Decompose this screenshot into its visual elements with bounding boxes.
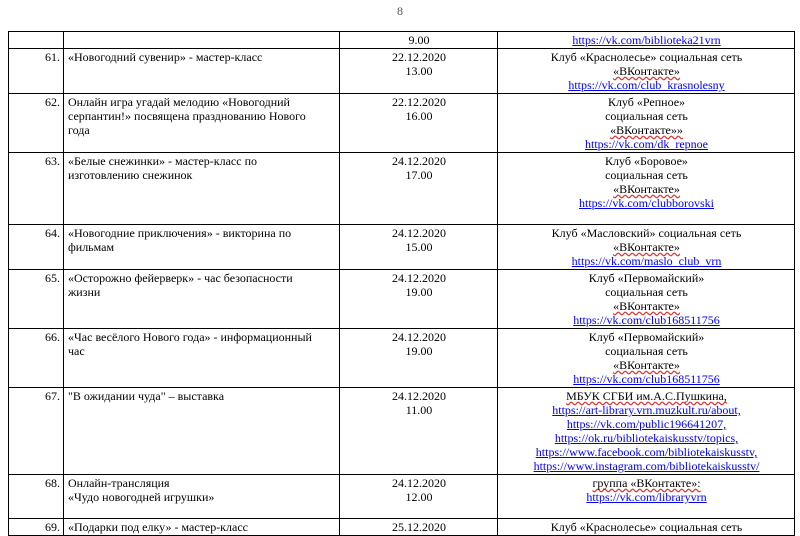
row-number: 68. (9, 475, 64, 519)
venue-link[interactable]: https://vk.com/maslo_club_vrn (571, 254, 722, 268)
event-datetime (340, 329, 498, 388)
event-title-line: жизни (68, 285, 101, 299)
event-datetime (340, 475, 498, 519)
event-title-line: изготовлению снежинок (68, 168, 193, 182)
event-time: 12.00 (405, 490, 433, 504)
event-title (64, 49, 340, 94)
event-time: 19.00 (405, 285, 433, 299)
venue-text: «ВКонтакте» (613, 64, 680, 78)
event-datetime (340, 153, 498, 225)
event-date: 25.12.2020 (392, 520, 446, 534)
row-number: 69. (9, 519, 64, 536)
venue-link[interactable]: https://vk.com/club168511756 (573, 372, 720, 386)
table-row (9, 225, 795, 270)
event-datetime (340, 270, 498, 329)
event-title (64, 153, 340, 225)
venue-text: «ВКонтакте» (613, 358, 680, 372)
venue-text: «ВКонтакте»» (610, 123, 683, 137)
event-title-line: «Новогодние приключения» - викторина по (68, 226, 292, 240)
event-venue (498, 270, 795, 329)
venue-text: Клуб «Первомайский» (588, 271, 705, 285)
venue-text: «ВКонтакте» (613, 299, 680, 313)
venue-text: Клуб «Первомайский» (588, 330, 705, 344)
table-row (9, 519, 795, 536)
row-number: 65. (9, 270, 64, 329)
event-time: 16.00 (405, 109, 433, 123)
row-number: 61. (9, 49, 64, 94)
event-venue (498, 32, 795, 49)
venue-text: социальная сеть (605, 344, 688, 358)
event-venue (498, 225, 795, 270)
venue-text: группа «ВКонтакте»: (592, 476, 701, 490)
event-datetime (340, 49, 498, 94)
event-title (64, 94, 340, 153)
venue-text: Клуб «Краснолесье» социальная сеть (550, 50, 743, 64)
venue-link[interactable]: https://vk.com/libraryvrn (586, 490, 707, 504)
table-row (9, 388, 795, 475)
event-date: 24.12.2020 (392, 154, 446, 168)
event-title-line: «Час весёлого Нового года» - информационный (68, 330, 312, 344)
event-time: 11.00 (405, 403, 433, 417)
event-title-line: час (68, 344, 85, 358)
venue-link[interactable]: https://vk.com/dk_repnoe (585, 137, 708, 151)
event-title-line: «Подарки под елку» - мастер-класс (68, 520, 248, 534)
venue-text: Клуб «Репное» (607, 95, 686, 109)
event-venue (498, 49, 795, 94)
table-row (9, 32, 795, 49)
event-time: 9.00 (408, 33, 430, 47)
venue-text: «ВКонтакте» (613, 182, 680, 196)
event-time: 13.00 (405, 64, 433, 78)
venue-link[interactable]: https://vk.com/biblioteka21vrn (572, 33, 721, 47)
event-title (64, 32, 340, 49)
event-title (64, 388, 340, 475)
event-title-line: года (68, 123, 90, 137)
event-datetime (340, 519, 498, 536)
venue-text: социальная сеть (605, 168, 688, 182)
event-venue (498, 519, 795, 536)
event-title (64, 225, 340, 270)
event-venue (498, 329, 795, 388)
row-number: 62. (9, 94, 64, 153)
event-date: 24.12.2020 (392, 476, 446, 490)
event-venue (498, 475, 795, 519)
venue-link[interactable]: https://www.facebook.com/bibliotekaiskusstv, (535, 445, 758, 459)
event-title-line: Онлайн игра угадай мелодию «Новогодний (68, 95, 290, 109)
table-row (9, 329, 795, 388)
event-date: 24.12.2020 (392, 389, 446, 403)
venue-link[interactable]: https://www.instagram.com/bibliotekaiskusstv/ (533, 459, 760, 473)
event-title (64, 475, 340, 519)
event-title-line: фильмам (68, 240, 115, 254)
venue-text: «ВКонтакте» (613, 240, 680, 254)
venue-text: социальная сеть (605, 285, 688, 299)
row-number: 67. (9, 388, 64, 475)
event-title-line: "В ожидании чуда" – выставка (68, 389, 225, 403)
event-title (64, 329, 340, 388)
venue-link[interactable]: https://vk.com/club_krasnolesny (568, 78, 725, 92)
event-title-line: серпантин!» посвящена празднованию Нового (68, 109, 306, 123)
event-venue (498, 388, 795, 475)
row-number: 66. (9, 329, 64, 388)
venue-link[interactable]: https://vk.com/public196641207, (566, 417, 727, 431)
table-row (9, 94, 795, 153)
table-row (9, 270, 795, 329)
event-title (64, 270, 340, 329)
event-title-line: «Чудо новогодней игрушки» (68, 490, 215, 504)
event-title (64, 519, 340, 536)
events-table-body (9, 32, 795, 536)
event-venue (498, 153, 795, 225)
event-title-line: «Осторожно фейерверк» - час безопасности (68, 271, 293, 285)
event-title-line: Онлайн-трансляция (68, 476, 170, 490)
event-title-line: «Новогодний сувенир» - мастер-класс (68, 50, 263, 64)
venue-link[interactable]: https://ok.ru/bibliotekaiskusstv/topics, (554, 431, 739, 445)
venue-text: Клуб «Масловский» социальная сеть (551, 226, 742, 240)
venue-link[interactable]: https://vk.com/club168511756 (573, 313, 720, 327)
event-venue (498, 94, 795, 153)
events-table (8, 31, 795, 536)
event-date: 24.12.2020 (392, 271, 446, 285)
event-time: 19.00 (405, 344, 433, 358)
row-number: 64. (9, 225, 64, 270)
event-datetime (340, 225, 498, 270)
row-number: 63. (9, 153, 64, 225)
venue-text: Клуб «Краснолесье» социальная сеть (550, 520, 743, 534)
venue-link[interactable]: https://art-library.vrn.muzkult.ru/about, (552, 403, 741, 417)
venue-text: социальная сеть (605, 109, 688, 123)
venue-link[interactable]: https://vk.com/clubborovski (579, 196, 714, 210)
row-number (9, 32, 64, 49)
table-row (9, 475, 795, 519)
event-time: 17.00 (405, 168, 433, 182)
event-title-line: «Белые снежинки» - мастер-класс по (68, 154, 257, 168)
venue-text: Клуб «Боровое» (605, 154, 688, 168)
event-date: 24.12.2020 (392, 330, 446, 344)
event-time: 15.00 (405, 240, 433, 254)
venue-text: МБУК СГБИ им.А.С.Пушкина, (566, 389, 727, 403)
page-number: 8 (397, 4, 403, 18)
event-datetime (340, 32, 498, 49)
table-row (9, 153, 795, 225)
event-date: 22.12.2020 (392, 95, 446, 109)
event-date: 22.12.2020 (392, 50, 446, 64)
event-date: 24.12.2020 (392, 226, 446, 240)
table-row (9, 49, 795, 94)
event-datetime (340, 94, 498, 153)
event-datetime (340, 388, 498, 475)
